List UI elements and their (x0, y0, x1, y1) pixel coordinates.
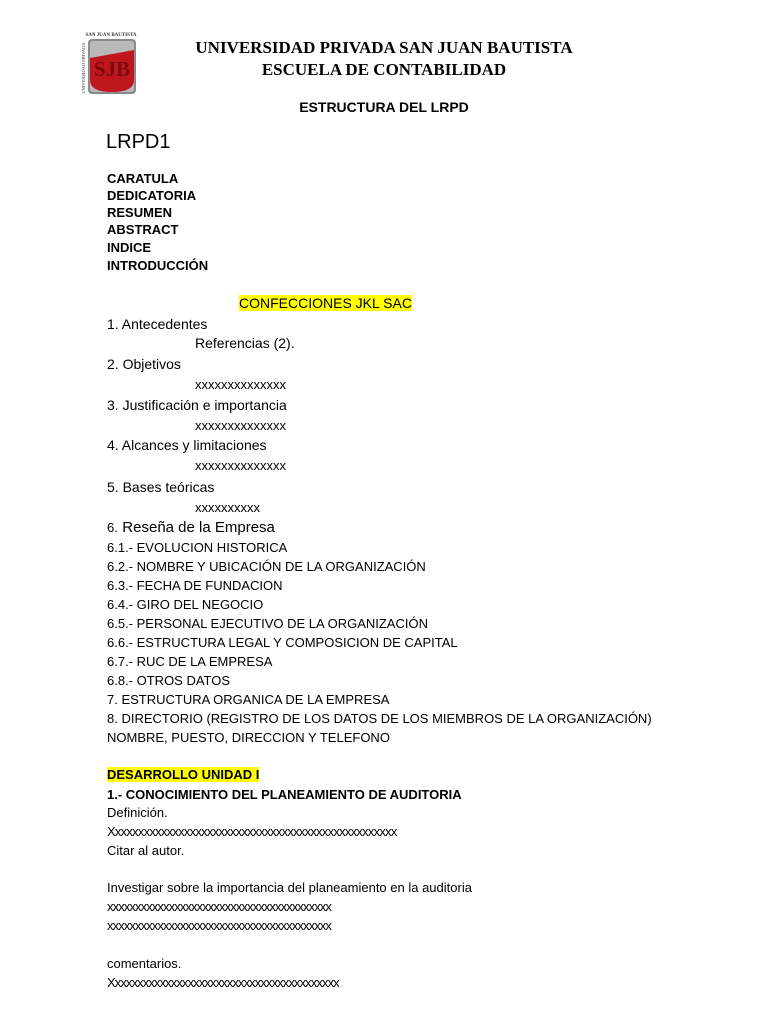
front-matter-item: DEDICATORIA (107, 188, 197, 203)
document-title: ESTRUCTURA DEL LRPD (299, 99, 469, 115)
logo-top-text: SAN JUAN BAUTISTA (85, 33, 137, 38)
desarrollo-placeholder: xxxxxxxxxxxxxxxxxxxxxxxxxxxxxxxxxxxxxxxx (107, 918, 332, 933)
resena-item: 8. DIRECTORIO (REGISTRO DE LOS DATOS DE LOS MIEMBROS DE LA ORGANIZACIÓN) (107, 711, 652, 726)
outline-referencias: Referencias (2). (195, 335, 295, 351)
outline-resena (107, 519, 275, 537)
outline-placeholder: xxxxxxxxxx (195, 500, 260, 515)
resena-item: 6.7.- RUC DE LA EMPRESA (107, 654, 273, 669)
school-name: ESCUELA DE CONTABILIDAD (261, 60, 507, 79)
desarrollo-comentarios: comentarios. (107, 956, 182, 971)
outline-resena-label: Reseña de la Empresa (122, 519, 275, 536)
desarrollo-heading: DESARROLLO UNIDAD I (107, 767, 260, 782)
front-matter-item: ABSTRACT (107, 222, 179, 237)
front-matter-item: INTRODUCCIÓN (107, 258, 209, 273)
front-matter-item: RESUMEN (107, 205, 173, 220)
resena-item: 6.6.- ESTRUCTURA LEGAL Y COMPOSICION DE CAPITAL (107, 635, 458, 650)
outline-objetivos: 2. Objetivos (107, 356, 181, 372)
outline-placeholder: xxxxxxxxxxxxxx (195, 418, 286, 433)
front-matter-item: CARATULA (107, 171, 179, 186)
resena-item: 6.4.- GIRO DEL NEGOCIO (107, 597, 264, 612)
outline-placeholder: xxxxxxxxxxxxxx (195, 458, 286, 473)
desarrollo-placeholder: Xxxxxxxxxxxxxxxxxxxxxxxxxxxxxxxxxxxxxxxxxxxxxxxxxx (107, 824, 397, 839)
resena-item: 6.2.- NOMBRE Y UBICACIÓN DE LA ORGANIZACIÓN (107, 559, 426, 574)
outline-placeholder: xxxxxxxxxxxxxx (195, 377, 286, 392)
resena-item: 6.1.- EVOLUCION HISTORICA (107, 540, 288, 555)
outline-antecedentes: 1. Antecedentes (107, 316, 208, 332)
desarrollo-definicion: Definición. (107, 805, 168, 820)
university-name: UNIVERSIDAD PRIVADA SAN JUAN BAUTISTA (195, 38, 573, 57)
outline-bases: 5. Bases teóricas (107, 479, 215, 495)
company-name: CONFECCIONES JKL SAC (239, 295, 412, 311)
outline-resena-number: 6. (107, 520, 118, 535)
desarrollo-investigar: Investigar sobre la importancia del planeamiento en la auditoria (107, 880, 472, 895)
resena-item: 7. ESTRUCTURA ORGANICA DE LA EMPRESA (107, 692, 390, 707)
logo-side-text: UNIVERSIDAD PRIVADA (81, 42, 86, 94)
resena-item: 6.8.- OTROS DATOS (107, 673, 231, 688)
logo-monogram: SJB (93, 57, 131, 81)
resena-item: 6.5.- PERSONAL EJECUTIVO DE LA ORGANIZACIÓN (107, 616, 428, 631)
section-title: LRPD1 (106, 131, 171, 153)
outline-alcances: 4. Alcances y limitaciones (107, 437, 267, 453)
outline-justificacion: 3. Justificación e importancia (107, 397, 287, 413)
desarrollo-subheading: 1.- CONOCIMIENTO DEL PLANEAMIENTO DE AUDITORIA (107, 787, 462, 802)
resena-item: NOMBRE, PUESTO, DIRECCION Y TELEFONO (107, 730, 390, 745)
desarrollo-placeholder: xxxxxxxxxxxxxxxxxxxxxxxxxxxxxxxxxxxxxxxx (107, 899, 332, 914)
front-matter-item: INDICE (107, 240, 152, 255)
desarrollo-placeholder: Xxxxxxxxxxxxxxxxxxxxxxxxxxxxxxxxxxxxxxxxx (107, 975, 339, 990)
resena-item: 6.3.- FECHA DE FUNDACION (107, 578, 283, 593)
desarrollo-citar: Citar al autor. (107, 843, 185, 858)
